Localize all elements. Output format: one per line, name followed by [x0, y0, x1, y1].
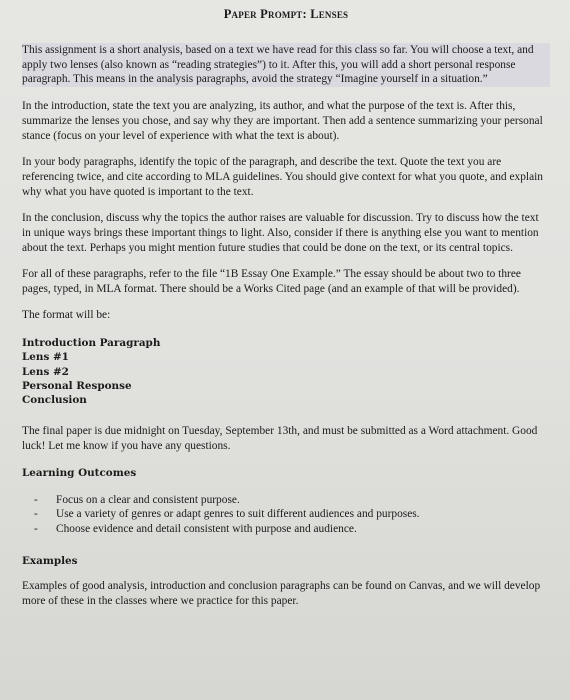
list-item: - Choose evidence and detail consistent with purpose and audience.	[22, 522, 550, 536]
list-item: - Focus on a clear and consistent purpose.	[22, 493, 550, 507]
paragraph-assignment-overview: This assignment is a short analysis, based on a text we have read for this class so far. You will choose a text, and apply two lenses (also known as “reading strategies”) to it. After this, you will add a short personal response paragraph. This means in the analysis paragraphs, avoid the strategy “Imagine yourself in a situation.”	[22, 43, 550, 87]
paragraph-introduction-instructions: In the introduction, state the text you are analyzing, its author, and what the purpose of the text is. After this, summarize the lenses you chose, and say why they are important. Then add a sentence summarizing your personal stance (focus on your level of experience with what the text is about).	[22, 100, 543, 142]
paragraph-examples: Examples of good analysis, introduction and conclusion paragraphs can be found on Canvas, and we will develop more of these in the classes where we practice for this paper.	[22, 579, 541, 607]
format-item: Personal Response	[22, 380, 132, 393]
paragraph-body-instructions: In your body paragraphs, identify the topic of the paragraph, and describe the text. Quote the text you are referencing twice, and cite according to MLA guidelines. You should give context for what you quote, and explain why what you have quoted is important to the text.	[22, 156, 543, 198]
format-list	[22, 336, 550, 408]
format-item: Lens #1	[22, 351, 69, 364]
format-item: Lens #2	[22, 365, 69, 378]
paragraph-due-date: The final paper is due midnight on Tuesday, September 13th, and must be submitted as a Word attachment. Good luck! Let me know if you have any questions.	[22, 424, 538, 452]
paragraph-format-requirements: For all of these paragraphs, refer to the file “1B Essay One Example.” The essay should be about two to three pages, typed, in MLA format. There should be a Works Cited page (and an example of that will be provided).	[22, 268, 521, 296]
document-title: Paper Prompt: Lenses	[223, 7, 349, 21]
learning-outcomes-heading: Learning Outcomes	[22, 467, 137, 480]
paragraph-conclusion-instructions: In the conclusion, discuss why the topics the author raises are valuable for discussion. Try to discuss how the text in unique ways brings these important things to light. Also, consider if there is anything else you want to mention about the text. Perhaps you might mention future studies that could be done on the text, or its central topics.	[22, 212, 539, 254]
format-item: Introduction Paragraph	[22, 336, 161, 349]
learning-outcomes-list	[22, 493, 550, 536]
list-item: - Use a variety of genres or adapt genres to suit different audiences and purposes.	[22, 507, 550, 521]
format-item: Conclusion	[22, 394, 87, 407]
examples-heading: Examples	[22, 554, 78, 567]
format-intro: The format will be:	[22, 308, 111, 321]
